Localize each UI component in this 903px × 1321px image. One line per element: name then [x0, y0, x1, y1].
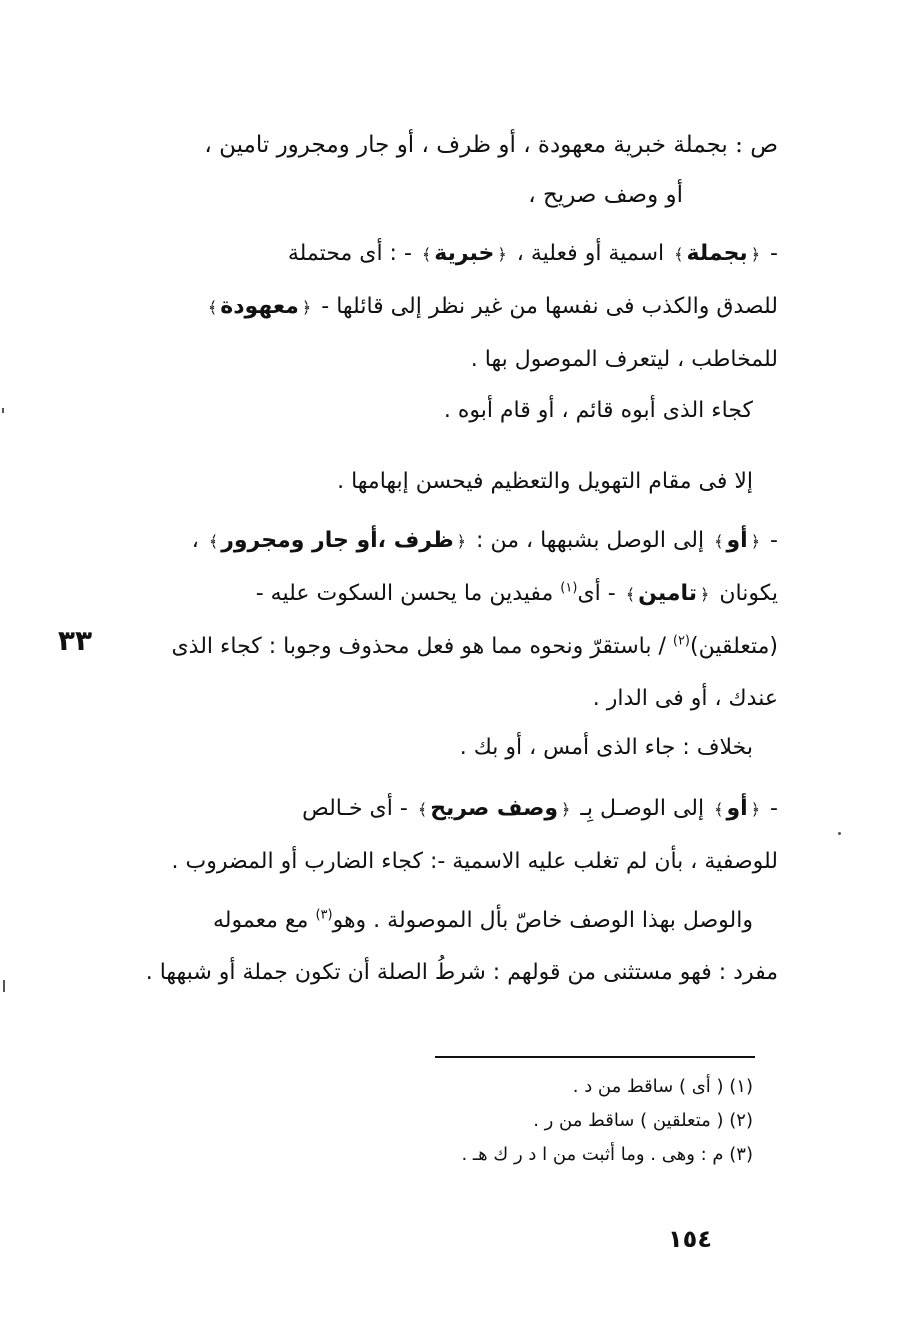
- ornament-close-icon: ﴾: [714, 800, 724, 819]
- text-segment: مع معموله: [212, 908, 316, 933]
- example-1-text: كجاء الذى أبوه قائم ، أو قام أبوه .: [443, 398, 753, 423]
- keyword-bijumla: بجملة: [686, 241, 748, 266]
- paragraph-1-line-1: [98, 228, 778, 281]
- margin-number: ٣٣: [57, 624, 93, 657]
- ornament-open-icon: ﴿: [456, 532, 467, 551]
- dash: -: [763, 241, 778, 266]
- text-segment: إلى الوصـل بِـ: [573, 796, 712, 821]
- text-segment: والوصل بهذا الوصف خاصّ بأل الموصولة . وهو: [332, 908, 753, 933]
- footnote-3: (٣) م : وهى . وما أثبت من ا د ر ك هـ .: [461, 1144, 753, 1165]
- paragraph-4-line-2: مفرد : فهو مستثنى من قولهم : شرطُ الصلة أن تكون جملة أو شبهها .: [145, 960, 778, 985]
- ornament-open-icon: ﴿: [497, 245, 507, 264]
- commentary-paragraph-2: [98, 515, 778, 725]
- keyword-zarf: ظرف ،أو جار ومجرور: [221, 528, 454, 553]
- scan-speck: [838, 832, 841, 835]
- matn-line-1: ص : بجملة خبرية معهودة ، أو ظرف ، أو جار ومجرور تامين ،: [204, 132, 778, 158]
- paragraph-4-line-1: [98, 895, 778, 947]
- ornament-close-icon: ﴾: [421, 245, 432, 264]
- ornament-open-icon: ﴿: [750, 800, 761, 819]
- keyword-mahuda: معهودة: [220, 294, 299, 319]
- keyword-aw: أو: [726, 528, 748, 553]
- ornament-open-icon: ﴿: [750, 532, 761, 551]
- scan-speck: [2, 408, 4, 413]
- ornament-open-icon: ﴿: [561, 800, 571, 819]
- paragraph-2-line-1: [98, 515, 778, 568]
- footnote-ref-2[interactable]: (٢): [672, 633, 690, 649]
- keyword-aw: أو: [726, 796, 748, 821]
- page-number: ١٥٤: [668, 1225, 712, 1253]
- dash: -: [763, 528, 778, 553]
- text-segment: - أى: [577, 581, 623, 606]
- paragraph-2-line-2: [98, 568, 778, 621]
- keyword-wasf-sarih: وصف صريح: [430, 796, 559, 821]
- ornament-open-icon: ﴿: [750, 245, 761, 264]
- ornament-open-icon: ﴿: [301, 298, 312, 317]
- text-segment: اسمية أو فعلية ،: [509, 241, 672, 266]
- matn-quote: [98, 120, 778, 220]
- exception-text: إلا فى مقام التهويل والتعظيم فيحسن إبهامها .: [337, 469, 753, 494]
- ornament-close-icon: ﴾: [207, 298, 218, 317]
- exception-line: [98, 456, 778, 508]
- ornament-close-icon: ﴾: [674, 245, 684, 264]
- dash: -: [763, 796, 778, 821]
- keyword-tammayn: تامين: [638, 581, 697, 606]
- commentary-paragraph-1: [98, 228, 778, 386]
- footnotes: [253, 1070, 753, 1172]
- text-segment: - أى خـالص: [302, 796, 415, 821]
- ornament-close-icon: ﴾: [714, 532, 724, 551]
- text-segment: مفيدين ما يحسن السكوت عليه -: [255, 581, 561, 606]
- ornament-open-icon: ﴿: [700, 585, 710, 604]
- text-segment: (متعلقين): [690, 634, 778, 659]
- text-segment: إلى الوصل بشبهها ، من :: [469, 528, 712, 553]
- scan-speck: [3, 980, 5, 992]
- commentary-paragraph-4: [98, 895, 778, 999]
- footnote-ref-3[interactable]: (٣): [315, 907, 333, 923]
- footnote-ref-1[interactable]: (١): [560, 580, 578, 596]
- contrast-line: [98, 722, 778, 774]
- example-1: [98, 385, 778, 437]
- text-segment: ،: [191, 528, 206, 553]
- footnote-2: (٢) ( متعلقين ) ساقط من ر .: [533, 1110, 753, 1131]
- paragraph-3-line-1: [98, 783, 778, 836]
- paragraph-2-line-4: عندك ، أو فى الدار .: [592, 686, 778, 711]
- text-segment: يكونان: [712, 581, 778, 606]
- ornament-close-icon: ﴾: [208, 532, 219, 551]
- ornament-close-icon: ﴾: [625, 585, 636, 604]
- text-segment: للصدق والكذب فى نفسها من غير نظر إلى قائلها -: [314, 294, 778, 319]
- paragraph-2-line-3: [98, 621, 778, 673]
- keyword-khabariyya: خبرية: [434, 241, 495, 266]
- footnote-1: (١) ( أى ) ساقط من د .: [572, 1076, 753, 1097]
- matn-line-2: أو وصف صريح ،: [528, 182, 683, 208]
- paragraph-1-line-3: للمخاطب ، ليتعرف الموصول بها .: [470, 347, 778, 372]
- footnote-divider: [435, 1056, 755, 1058]
- paragraph-3-line-2: للوصفية ، بأن لم تغلب عليه الاسمية -: كجاء الضارب أو المضروب .: [171, 849, 778, 874]
- commentary-paragraph-3: [98, 783, 778, 888]
- text-segment: - : أى محتملة: [287, 241, 419, 266]
- text-segment: / باستقرّ ونحوه مما هو فعل محذوف وجوبا : كجاء الذى: [171, 634, 673, 659]
- contrast-text: بخلاف : جاء الذى أمس ، أو بك .: [459, 735, 753, 760]
- paragraph-1-line-2: [98, 281, 778, 334]
- ornament-close-icon: ﴾: [417, 800, 428, 819]
